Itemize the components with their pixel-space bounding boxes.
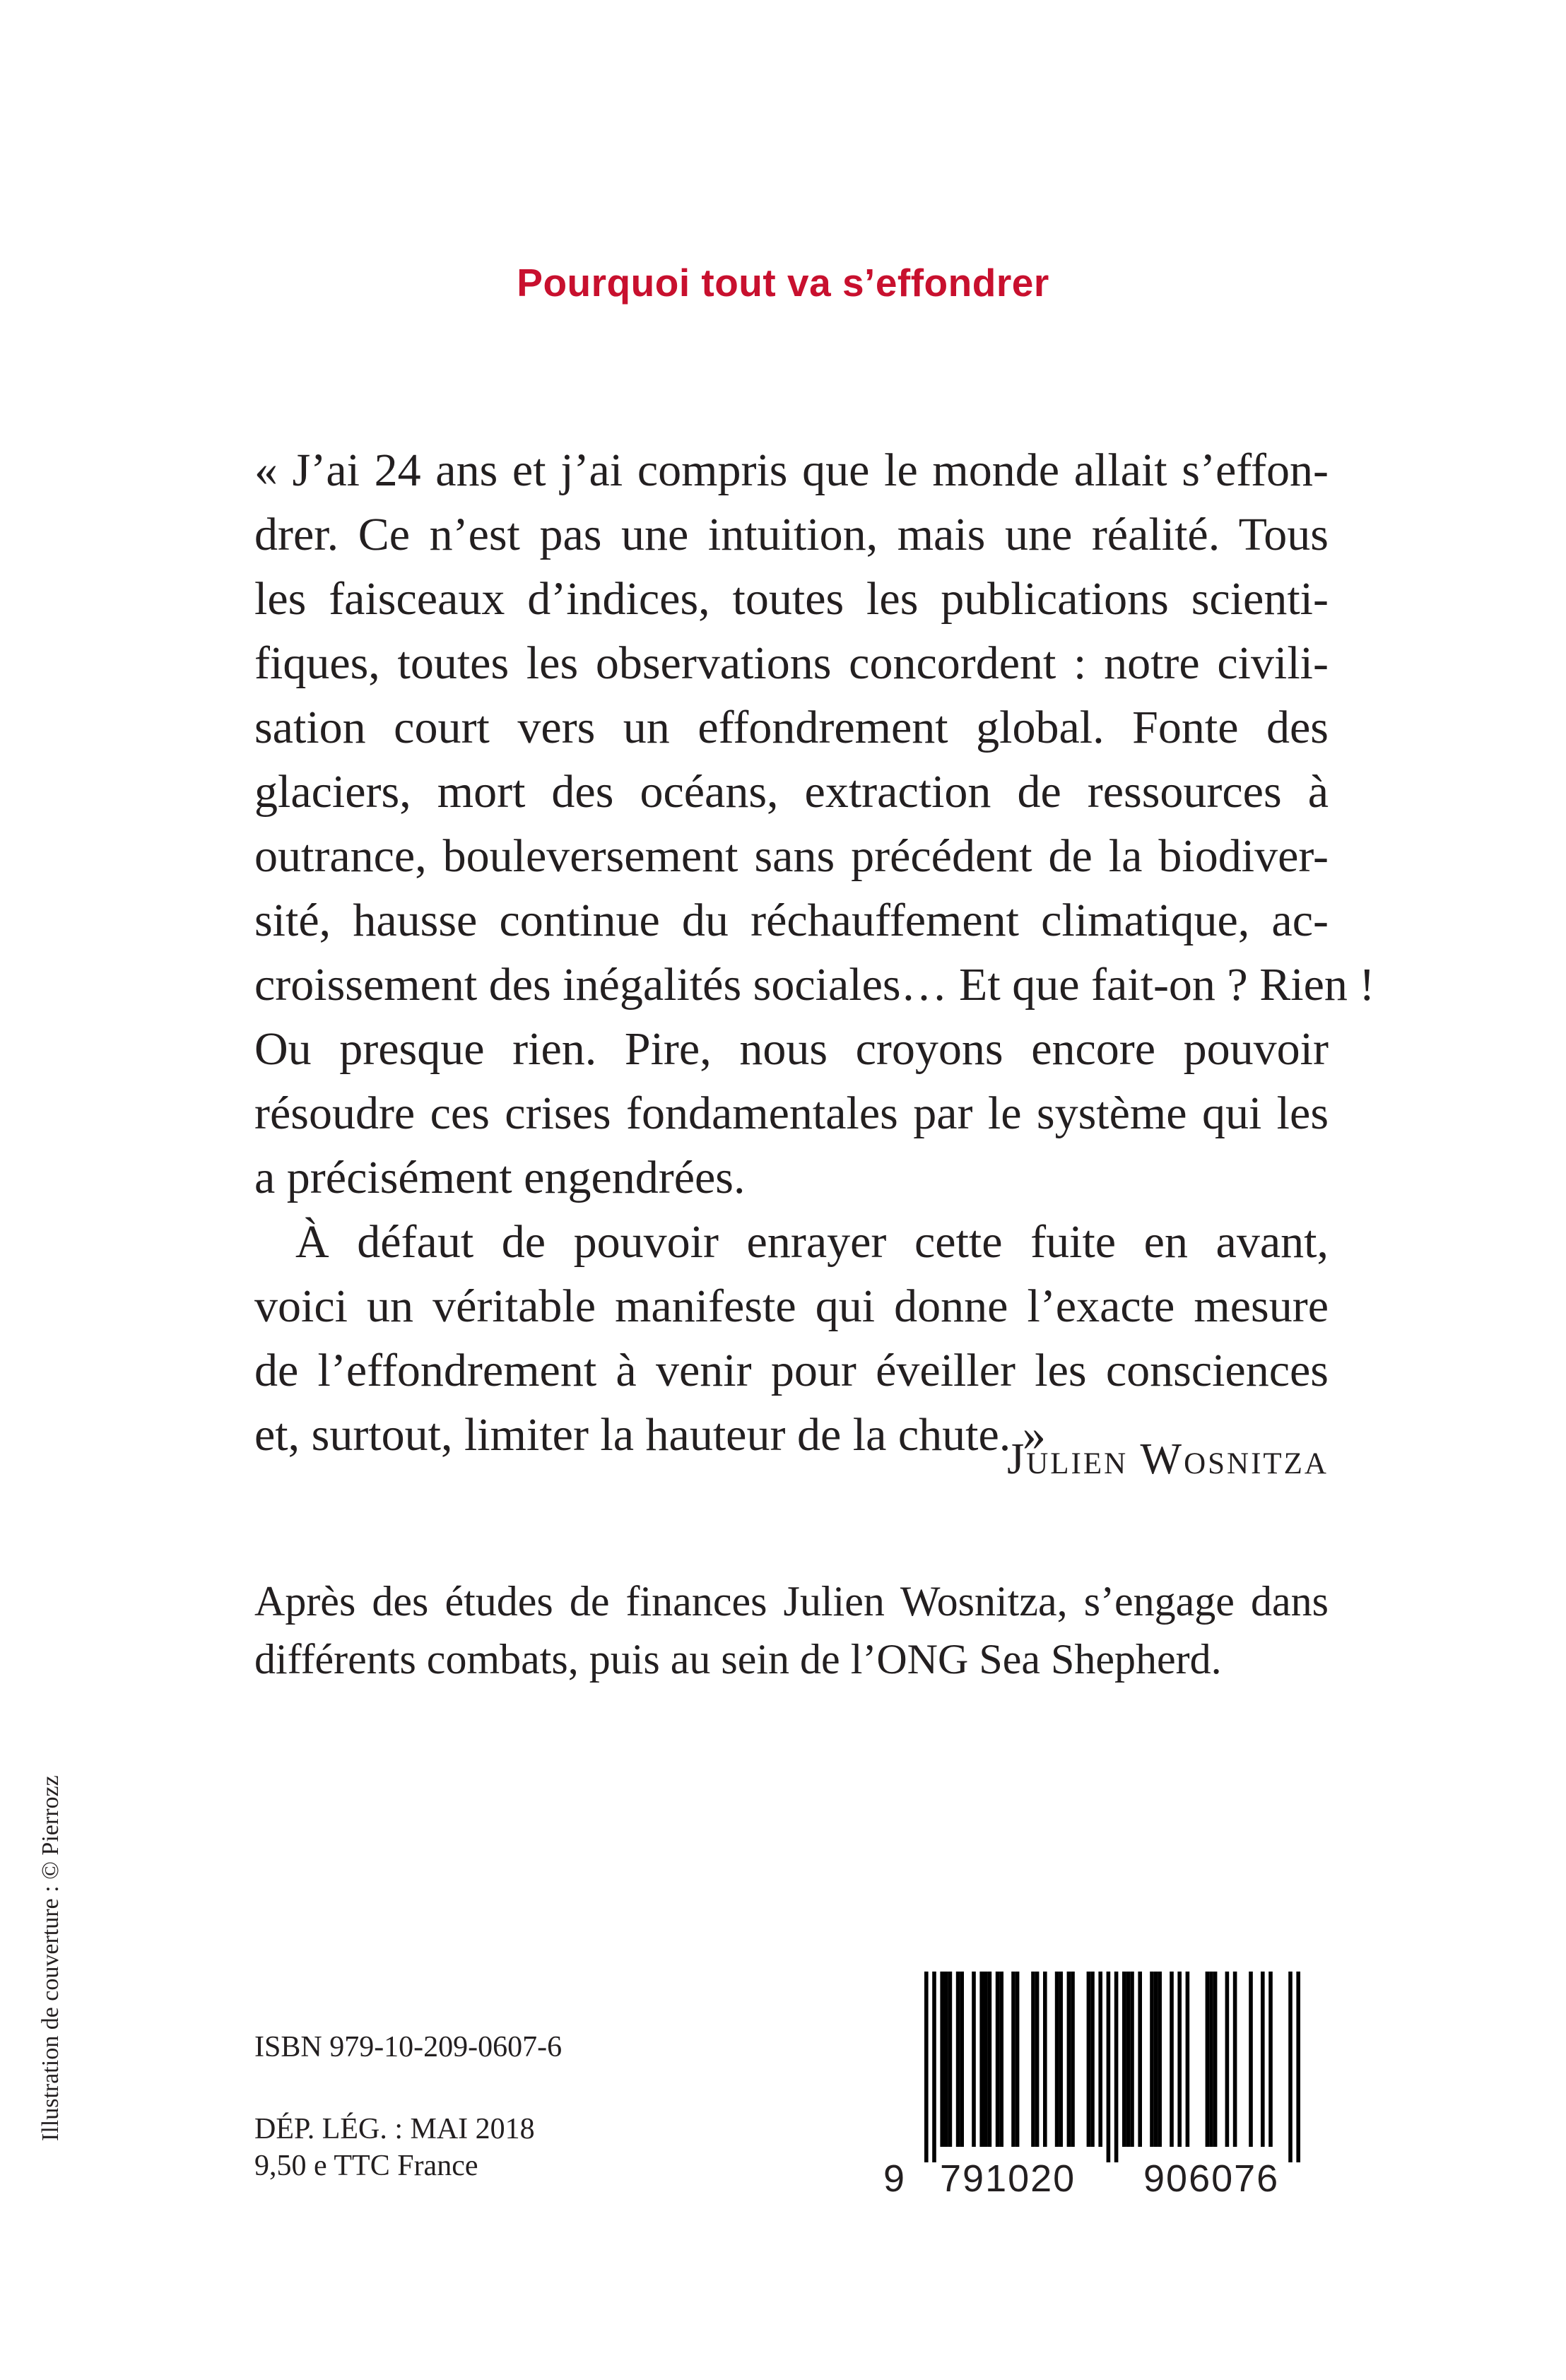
barcode-bar (1098, 1972, 1102, 2147)
cover-credit: Illustration de couverture : © Pierrozz (37, 1775, 64, 2141)
quote-block (254, 438, 1375, 1467)
barcode-bar (979, 1972, 984, 2147)
barcode-bar (1249, 1972, 1253, 2147)
barcode-first-digit: 9 (883, 2157, 905, 2200)
quote-line: drer. Ce n’est pas une intuition, mais une réalité. Tous (254, 509, 1329, 560)
author-bio (254, 1572, 1329, 1688)
barcode-bar (1206, 1972, 1210, 2147)
barcode-bar (944, 1972, 948, 2147)
barcode-bar (1150, 1972, 1154, 2147)
barcode-guard-bar (932, 1972, 936, 2162)
barcode-guard-bar (1114, 1972, 1119, 2162)
barcode-bar (1015, 1972, 1020, 2147)
barcode-bar (1059, 1972, 1063, 2147)
quote-line: a précisément engendrées. (254, 1152, 746, 1203)
barcode-bar (999, 1972, 1003, 2147)
barcode-bar (1209, 1972, 1213, 2147)
barcode-bar (1177, 1972, 1182, 2147)
barcode-bar (972, 1972, 976, 2147)
quote-line: de l’effondrement à venir pour éveiller les consciences (254, 1345, 1329, 1396)
barcode-bar (1170, 1972, 1174, 2147)
barcode-bar (1090, 1972, 1095, 2147)
barcode-guard-bar (1107, 1972, 1111, 2162)
quote-line: fiques, toutes les observations concordent : notre civili- (254, 637, 1329, 689)
quote-line: croissement des inégalités sociales… Et que fait-on ? Rien ! (254, 959, 1375, 1011)
barcode-guard-bar (1288, 1972, 1293, 2162)
barcode-right-group: 906076 (1143, 2157, 1280, 2200)
barcode-bar (1087, 1972, 1091, 2147)
barcode-bars (883, 1972, 1336, 2162)
bio-line: différents combats, puis au sein de l’ONG Sea Shepherd. (254, 1636, 1222, 1683)
barcode-bar (956, 1972, 960, 2147)
barcode-bar (1154, 1972, 1158, 2147)
legal-deposit: DÉP. LÉG. : MAI 2018 (254, 2113, 535, 2145)
barcode-bar (1011, 1972, 1015, 2147)
quote-line: et, surtout, limiter la hauteur de la chute. » (254, 1409, 1046, 1461)
barcode-bar (1122, 1972, 1126, 2147)
quote-line: glaciers, mort des océans, extraction de ressources à (254, 766, 1329, 818)
barcode (883, 1972, 1336, 2219)
barcode-bar (1043, 1972, 1047, 2147)
barcode-guard-bar (924, 1972, 929, 2162)
quote-line: Ou presque rien. Pire, nous croyons encore pouvoir (254, 1023, 1329, 1075)
bio-line: Après des études de finances Julien Wosnitza, s’engage dans (254, 1578, 1329, 1625)
quote-line: sation court vers un effondrement global. Fonte des (254, 702, 1329, 753)
book-title: Pourquoi tout va s’effondrer (517, 261, 1049, 305)
barcode-bar (1233, 1972, 1237, 2147)
barcode-bar (1035, 1972, 1040, 2147)
quote-line: À défaut de pouvoir enrayer cette fuite en avant, (295, 1216, 1329, 1268)
barcode-bar (1138, 1972, 1142, 2147)
barcode-bar (1130, 1972, 1134, 2147)
barcode-bar (960, 1972, 964, 2147)
barcode-bar (984, 1972, 988, 2147)
barcode-left-group: 791020 (940, 2157, 1076, 2200)
quote-author: Julien Wosnitza (1007, 1435, 1329, 1483)
barcode-bar (1186, 1972, 1190, 2147)
barcode-bar (1213, 1972, 1218, 2147)
barcode-bar (1268, 1972, 1273, 2147)
barcode-bar (1158, 1972, 1162, 2147)
barcode-bar (988, 1972, 992, 2147)
quote-line: outrance, bouleversement sans précédent de la biodiver- (254, 830, 1329, 882)
quote-line: « J’ai 24 ans et j’ai compris que le monde allait s’effon- (254, 444, 1329, 496)
barcode-bar (1071, 1972, 1075, 2147)
barcode-bar (1067, 1972, 1071, 2147)
barcode-bar (1055, 1972, 1059, 2147)
quote-line: voici un véritable manifeste qui donne l’exacte mesure (254, 1280, 1329, 1332)
barcode-bar (940, 1972, 944, 2147)
barcode-bar (996, 1972, 1000, 2147)
quote-line: sité, hausse continue du réchauffement climatique, ac- (254, 895, 1329, 946)
barcode-bar (1261, 1972, 1265, 2147)
barcode-digits (883, 2157, 1336, 2213)
isbn-text: ISBN 979-10-209-0607-6 (254, 2031, 563, 2063)
barcode-guard-bar (1296, 1972, 1300, 2162)
quote-line: résoudre ces crises fondamentales par le système qui les (254, 1088, 1329, 1139)
quote-line: les faisceaux d’indices, toutes les publications scienti- (254, 573, 1329, 625)
barcode-bar (1126, 1972, 1131, 2147)
price: 9,50 e TTC France (254, 2150, 478, 2182)
barcode-bar (948, 1972, 953, 2147)
barcode-bar (1225, 1972, 1230, 2147)
barcode-bar (1031, 1972, 1035, 2147)
